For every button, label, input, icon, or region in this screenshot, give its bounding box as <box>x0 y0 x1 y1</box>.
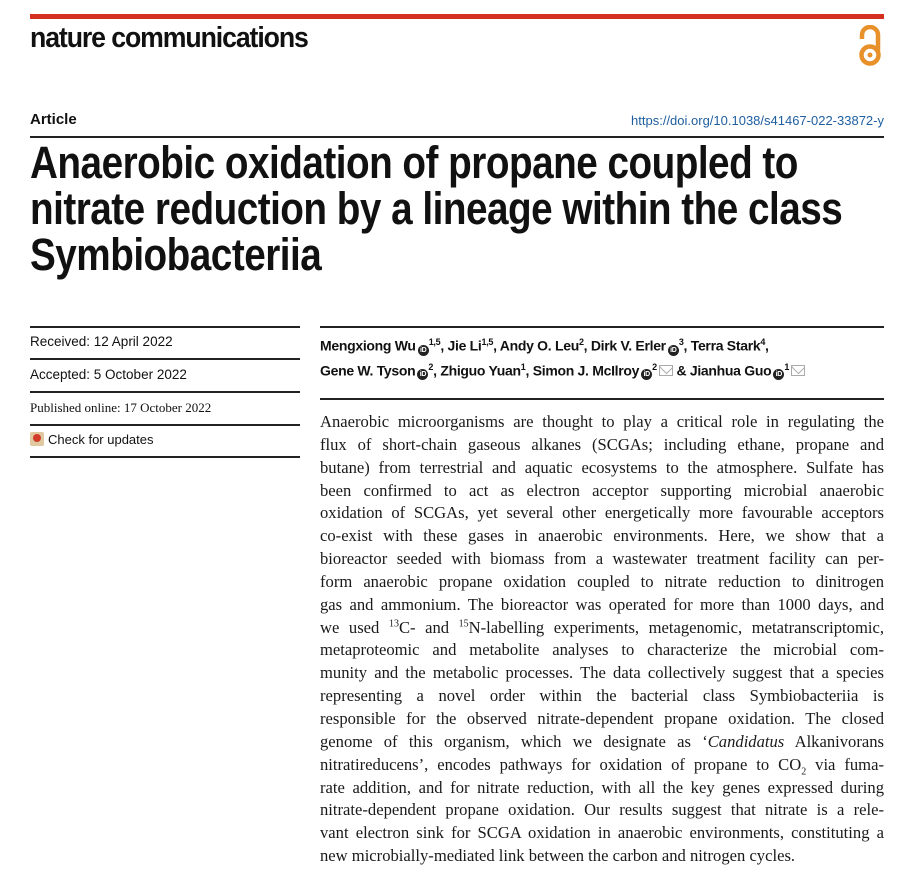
divider <box>30 391 300 393</box>
abstract-text: flux of short-chain gaseous alkanes (SCGAs; including ethane, propane and <box>320 434 884 454</box>
abstract <box>320 411 884 868</box>
orcid-icon[interactable]: iD <box>668 345 679 356</box>
abstract-text: butane) from terrestrial and aquatic ecosystems to the atmosphere. Sulfate has <box>320 457 884 477</box>
divider <box>30 358 300 360</box>
abstract-text: 15 <box>458 618 469 630</box>
abstract-line <box>320 434 884 457</box>
abstract-text: 2 <box>801 765 807 777</box>
abstract-text: co-exist with these gases in anaerobic environments. Here, we show that a <box>320 526 884 546</box>
author-separator: & <box>672 362 690 379</box>
abstract-text: nitrate-dependent propane oxidation. Our results suggest that nitrate is a rele- <box>320 800 884 820</box>
title-line: Anaerobic oxidation of propane coupled to <box>30 137 798 188</box>
author-separator: , <box>683 337 691 354</box>
abstract-text: new microbially-mediated link between the carbon and nitrogen cycles. <box>320 846 796 866</box>
received-date: Received: 12 April 2022 <box>30 334 173 349</box>
abstract-text: oxidation of SCGAs, yet several other energetically more favourable acceptors <box>320 503 884 523</box>
abstract-text: Candidatus <box>707 731 785 751</box>
author-separator: , <box>433 362 441 379</box>
abstract-line <box>320 594 884 617</box>
author-affiliation: 2 <box>652 361 657 372</box>
abstract-line <box>320 502 884 525</box>
author-affiliation: 1,5 <box>428 337 441 347</box>
divider <box>30 456 300 458</box>
abstract-line <box>320 708 884 731</box>
author-separator: , <box>765 337 769 354</box>
abstract-line <box>320 754 884 777</box>
abstract-text: metaproteomic and metabolite analyses to characterize the microbial com- <box>320 640 884 660</box>
author-affiliation: 1 <box>520 361 526 372</box>
orcid-icon[interactable]: iD <box>418 345 429 356</box>
orcid-icon[interactable]: iD <box>417 369 428 380</box>
divider <box>30 326 300 328</box>
abstract-text: C- and <box>398 617 459 637</box>
abstract-line <box>320 617 884 640</box>
abstract-text: munity and the metabolic processes. The data collectively suggest that a species <box>320 663 884 683</box>
abstract-line <box>320 685 884 708</box>
abstract-text: responsible for the observed nitrate-dependent propane oxidation. The closed <box>320 708 884 728</box>
abstract-text: we used <box>320 617 389 637</box>
abstract-text: via fuma- <box>806 754 884 774</box>
abstract-text: vant electron sink for SCGA oxidation in anaerobic environments, constituting a <box>320 823 884 843</box>
author-line <box>320 357 884 382</box>
abstract-text: bioreactor seeded with biomass from a wastewater treatment facility can per- <box>320 549 884 569</box>
abstract-line <box>320 411 884 434</box>
author-name[interactable]: Jie Li <box>447 337 482 354</box>
abstract-text: 13 <box>388 618 399 630</box>
abstract-text: N-labelling experiments, metagenomic, metatranscriptomic, <box>468 617 884 637</box>
author-name[interactable]: Simon J. McIlroy <box>532 362 640 379</box>
abstract-text: nitratireducens’, encodes pathways for oxidation of propane to CO <box>320 754 802 774</box>
check-updates-icon <box>30 432 44 446</box>
abstract-text: Anaerobic microorganisms are thought to play a critical role in regulating the <box>320 412 884 431</box>
check-for-updates-button[interactable] <box>30 432 154 447</box>
author-list <box>320 332 884 381</box>
abstract-line <box>320 457 884 480</box>
abstract-text: been confirmed to act as electron acceptor supporting microbial anaerobic <box>320 480 884 500</box>
abstract-text: rate addition, and for nitrate reduction, with all the key genes expressed during <box>320 777 884 797</box>
abstract-line <box>320 777 884 800</box>
abstract-line <box>320 845 884 868</box>
article-type: Article <box>30 111 77 128</box>
title-line: Symbiobacteriia <box>30 229 322 280</box>
author-affiliation: 2 <box>578 337 584 347</box>
author-line <box>320 332 884 357</box>
author-name[interactable]: Dirk V. Erler <box>590 337 666 354</box>
abstract-text: Alkanivorans <box>784 731 884 751</box>
author-affiliation: 2 <box>428 361 434 372</box>
abstract-line <box>320 571 884 594</box>
author-name[interactable]: Andy O. Leu <box>499 337 579 354</box>
author-name[interactable]: Gene W. Tyson <box>320 362 416 379</box>
author-name[interactable]: Mengxiong Wu <box>320 337 416 354</box>
author-separator: , <box>440 337 448 354</box>
divider <box>30 424 300 426</box>
orcid-icon[interactable]: iD <box>641 369 652 380</box>
email-icon[interactable] <box>659 365 673 376</box>
author-separator: , <box>583 337 591 354</box>
article-title <box>30 137 920 280</box>
open-access-icon <box>856 25 884 67</box>
author-separator: , <box>493 337 500 354</box>
email-icon[interactable] <box>791 365 805 376</box>
abstract-line <box>320 822 884 845</box>
abstract-text: form anaerobic propane oxidation coupled to nitrate reduction to dinitrogen <box>320 571 884 591</box>
check-updates-label: Check for updates <box>48 432 154 447</box>
abstract-line <box>320 731 884 754</box>
author-name[interactable]: Zhiguo Yuan <box>440 362 521 379</box>
author-affiliation: 1,5 <box>481 337 494 347</box>
orcid-icon[interactable]: iD <box>773 369 784 380</box>
author-affiliation: 3 <box>678 337 684 347</box>
journal-header-bar <box>30 14 884 19</box>
divider <box>320 326 884 328</box>
abstract-line <box>320 480 884 503</box>
abstract-line <box>320 639 884 662</box>
abstract-text: representing a novel order within the bacterial class Symbiobacteriia is <box>320 686 884 706</box>
author-name[interactable]: Terra Stark <box>690 337 761 354</box>
title-line: nitrate reduction by a lineage within the class <box>30 183 843 234</box>
author-affiliation: 1 <box>784 361 790 372</box>
author-name[interactable]: Jianhua Guo <box>689 362 772 379</box>
abstract-text: gas and ammonium. The bioreactor was operated for more than 1000 days, and <box>320 594 884 614</box>
journal-logo[interactable]: nature communications <box>30 22 308 54</box>
abstract-line <box>320 662 884 685</box>
author-affiliation: 4 <box>760 337 766 347</box>
accepted-date: Accepted: 5 October 2022 <box>30 367 187 382</box>
doi-link[interactable]: https://doi.org/10.1038/s41467-022-33872-y <box>631 113 884 128</box>
abstract-line <box>320 799 884 822</box>
author-separator: , <box>525 362 533 379</box>
abstract-line <box>320 548 884 571</box>
divider <box>320 398 884 400</box>
abstract-text: genome of this organism, which we designate as ‘ <box>320 731 708 751</box>
abstract-line <box>320 525 884 548</box>
published-date: Published online: 17 October 2022 <box>30 400 212 415</box>
